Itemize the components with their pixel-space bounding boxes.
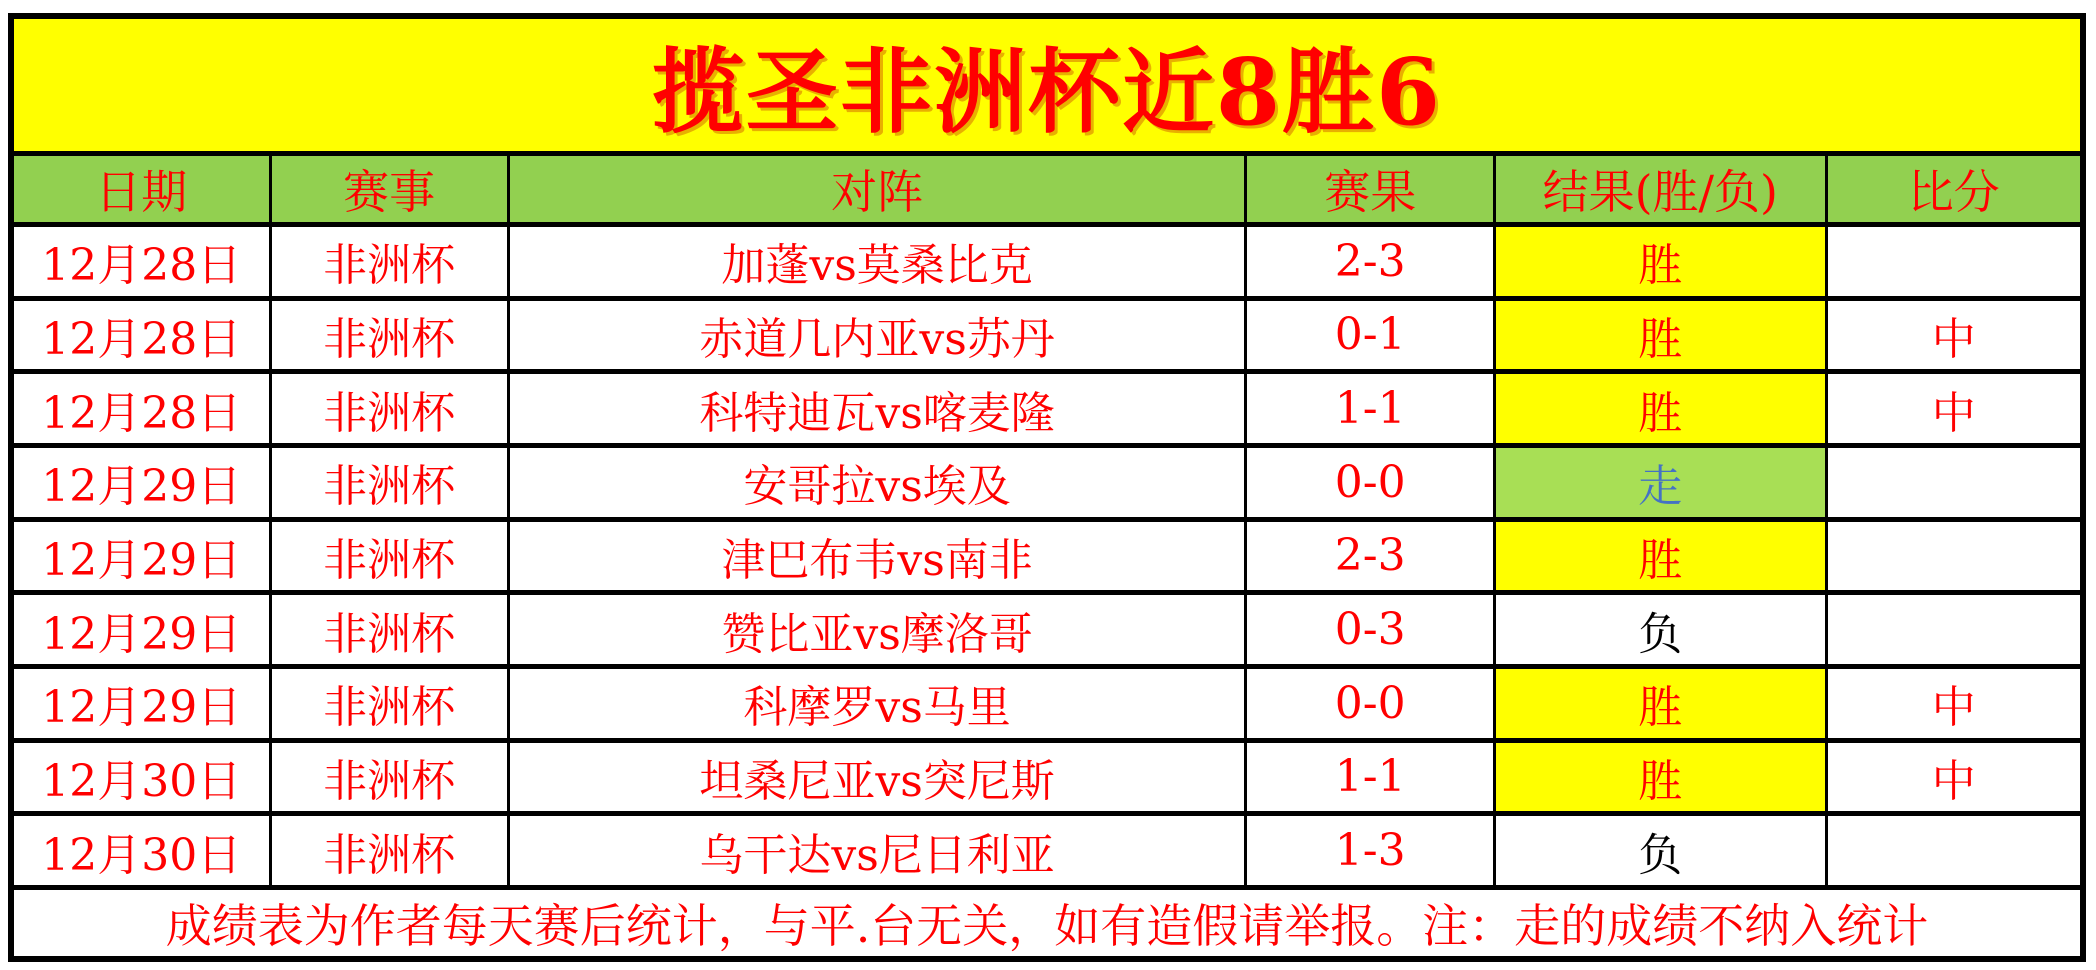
cell-score: 0-0 <box>1246 445 1495 519</box>
cell-date: 12月29日 <box>11 519 270 593</box>
table-row <box>11 372 2083 446</box>
cell-date: 12月29日 <box>11 593 270 667</box>
cell-match: 坦桑尼亚vs突尼斯 <box>508 740 1246 814</box>
cell-hit <box>1826 519 2083 593</box>
col-header-match: 对阵 <box>508 154 1246 225</box>
cell-result: 胜 <box>1495 519 1827 593</box>
cell-hit: 中 <box>1826 372 2083 446</box>
cell-league: 非洲杯 <box>270 225 508 299</box>
table-row <box>11 740 2083 814</box>
col-header-result: 结果(胜/负) <box>1495 154 1827 225</box>
cell-result: 负 <box>1495 814 1827 888</box>
cell-match: 安哥拉vs埃及 <box>508 445 1246 519</box>
table-row <box>11 593 2083 667</box>
footer-note: 成绩表为作者每天赛后统计，与平.台无关，如有造假请举报。注：走的成绩不纳入统计 <box>11 888 2083 960</box>
page-title: 揽圣非洲杯近8胜6 <box>11 16 2083 154</box>
cell-match: 乌干达vs尼日利亚 <box>508 814 1246 888</box>
cell-score: 1-1 <box>1246 740 1495 814</box>
cell-match: 津巴布韦vs南非 <box>508 519 1246 593</box>
cell-score: 2-3 <box>1246 225 1495 299</box>
cell-result: 胜 <box>1495 225 1827 299</box>
cell-hit: 中 <box>1826 666 2083 740</box>
cell-match: 赞比亚vs摩洛哥 <box>508 593 1246 667</box>
footer-row <box>11 888 2083 960</box>
cell-result: 胜 <box>1495 372 1827 446</box>
cell-date: 12月30日 <box>11 740 270 814</box>
cell-league: 非洲杯 <box>270 372 508 446</box>
cell-league: 非洲杯 <box>270 519 508 593</box>
table-row <box>11 666 2083 740</box>
cell-hit <box>1826 445 2083 519</box>
cell-date: 12月29日 <box>11 445 270 519</box>
cell-hit <box>1826 814 2083 888</box>
table-row <box>11 225 2083 299</box>
cell-league: 非洲杯 <box>270 666 508 740</box>
cell-date: 12月28日 <box>11 225 270 299</box>
cell-score: 0-3 <box>1246 593 1495 667</box>
cell-league: 非洲杯 <box>270 740 508 814</box>
cell-hit <box>1826 593 2083 667</box>
cell-result: 胜 <box>1495 298 1827 372</box>
table-row <box>11 814 2083 888</box>
cell-score: 0-0 <box>1246 666 1495 740</box>
cell-result: 胜 <box>1495 740 1827 814</box>
col-header-score: 赛果 <box>1246 154 1495 225</box>
cell-hit: 中 <box>1826 298 2083 372</box>
cell-result: 负 <box>1495 593 1827 667</box>
cell-date: 12月28日 <box>11 298 270 372</box>
cell-match: 科摩罗vs马里 <box>508 666 1246 740</box>
results-table <box>8 13 2086 962</box>
cell-date: 12月28日 <box>11 372 270 446</box>
cell-date: 12月30日 <box>11 814 270 888</box>
cell-score: 1-1 <box>1246 372 1495 446</box>
col-header-league: 赛事 <box>270 154 508 225</box>
col-header-hit: 比分 <box>1826 154 2083 225</box>
table-row <box>11 445 2083 519</box>
cell-league: 非洲杯 <box>270 593 508 667</box>
table-row <box>11 519 2083 593</box>
cell-league: 非洲杯 <box>270 814 508 888</box>
table-header-row <box>11 154 2083 225</box>
cell-score: 2-3 <box>1246 519 1495 593</box>
title-row <box>11 16 2083 154</box>
cell-hit: 中 <box>1826 740 2083 814</box>
table-row <box>11 298 2083 372</box>
cell-result: 走 <box>1495 445 1827 519</box>
cell-date: 12月29日 <box>11 666 270 740</box>
cell-match: 加蓬vs莫桑比克 <box>508 225 1246 299</box>
cell-hit <box>1826 225 2083 299</box>
cell-match: 赤道几内亚vs苏丹 <box>508 298 1246 372</box>
cell-score: 0-1 <box>1246 298 1495 372</box>
cell-league: 非洲杯 <box>270 298 508 372</box>
cell-score: 1-3 <box>1246 814 1495 888</box>
col-header-date: 日期 <box>11 154 270 225</box>
cell-match: 科特迪瓦vs喀麦隆 <box>508 372 1246 446</box>
cell-result: 胜 <box>1495 666 1827 740</box>
cell-league: 非洲杯 <box>270 445 508 519</box>
